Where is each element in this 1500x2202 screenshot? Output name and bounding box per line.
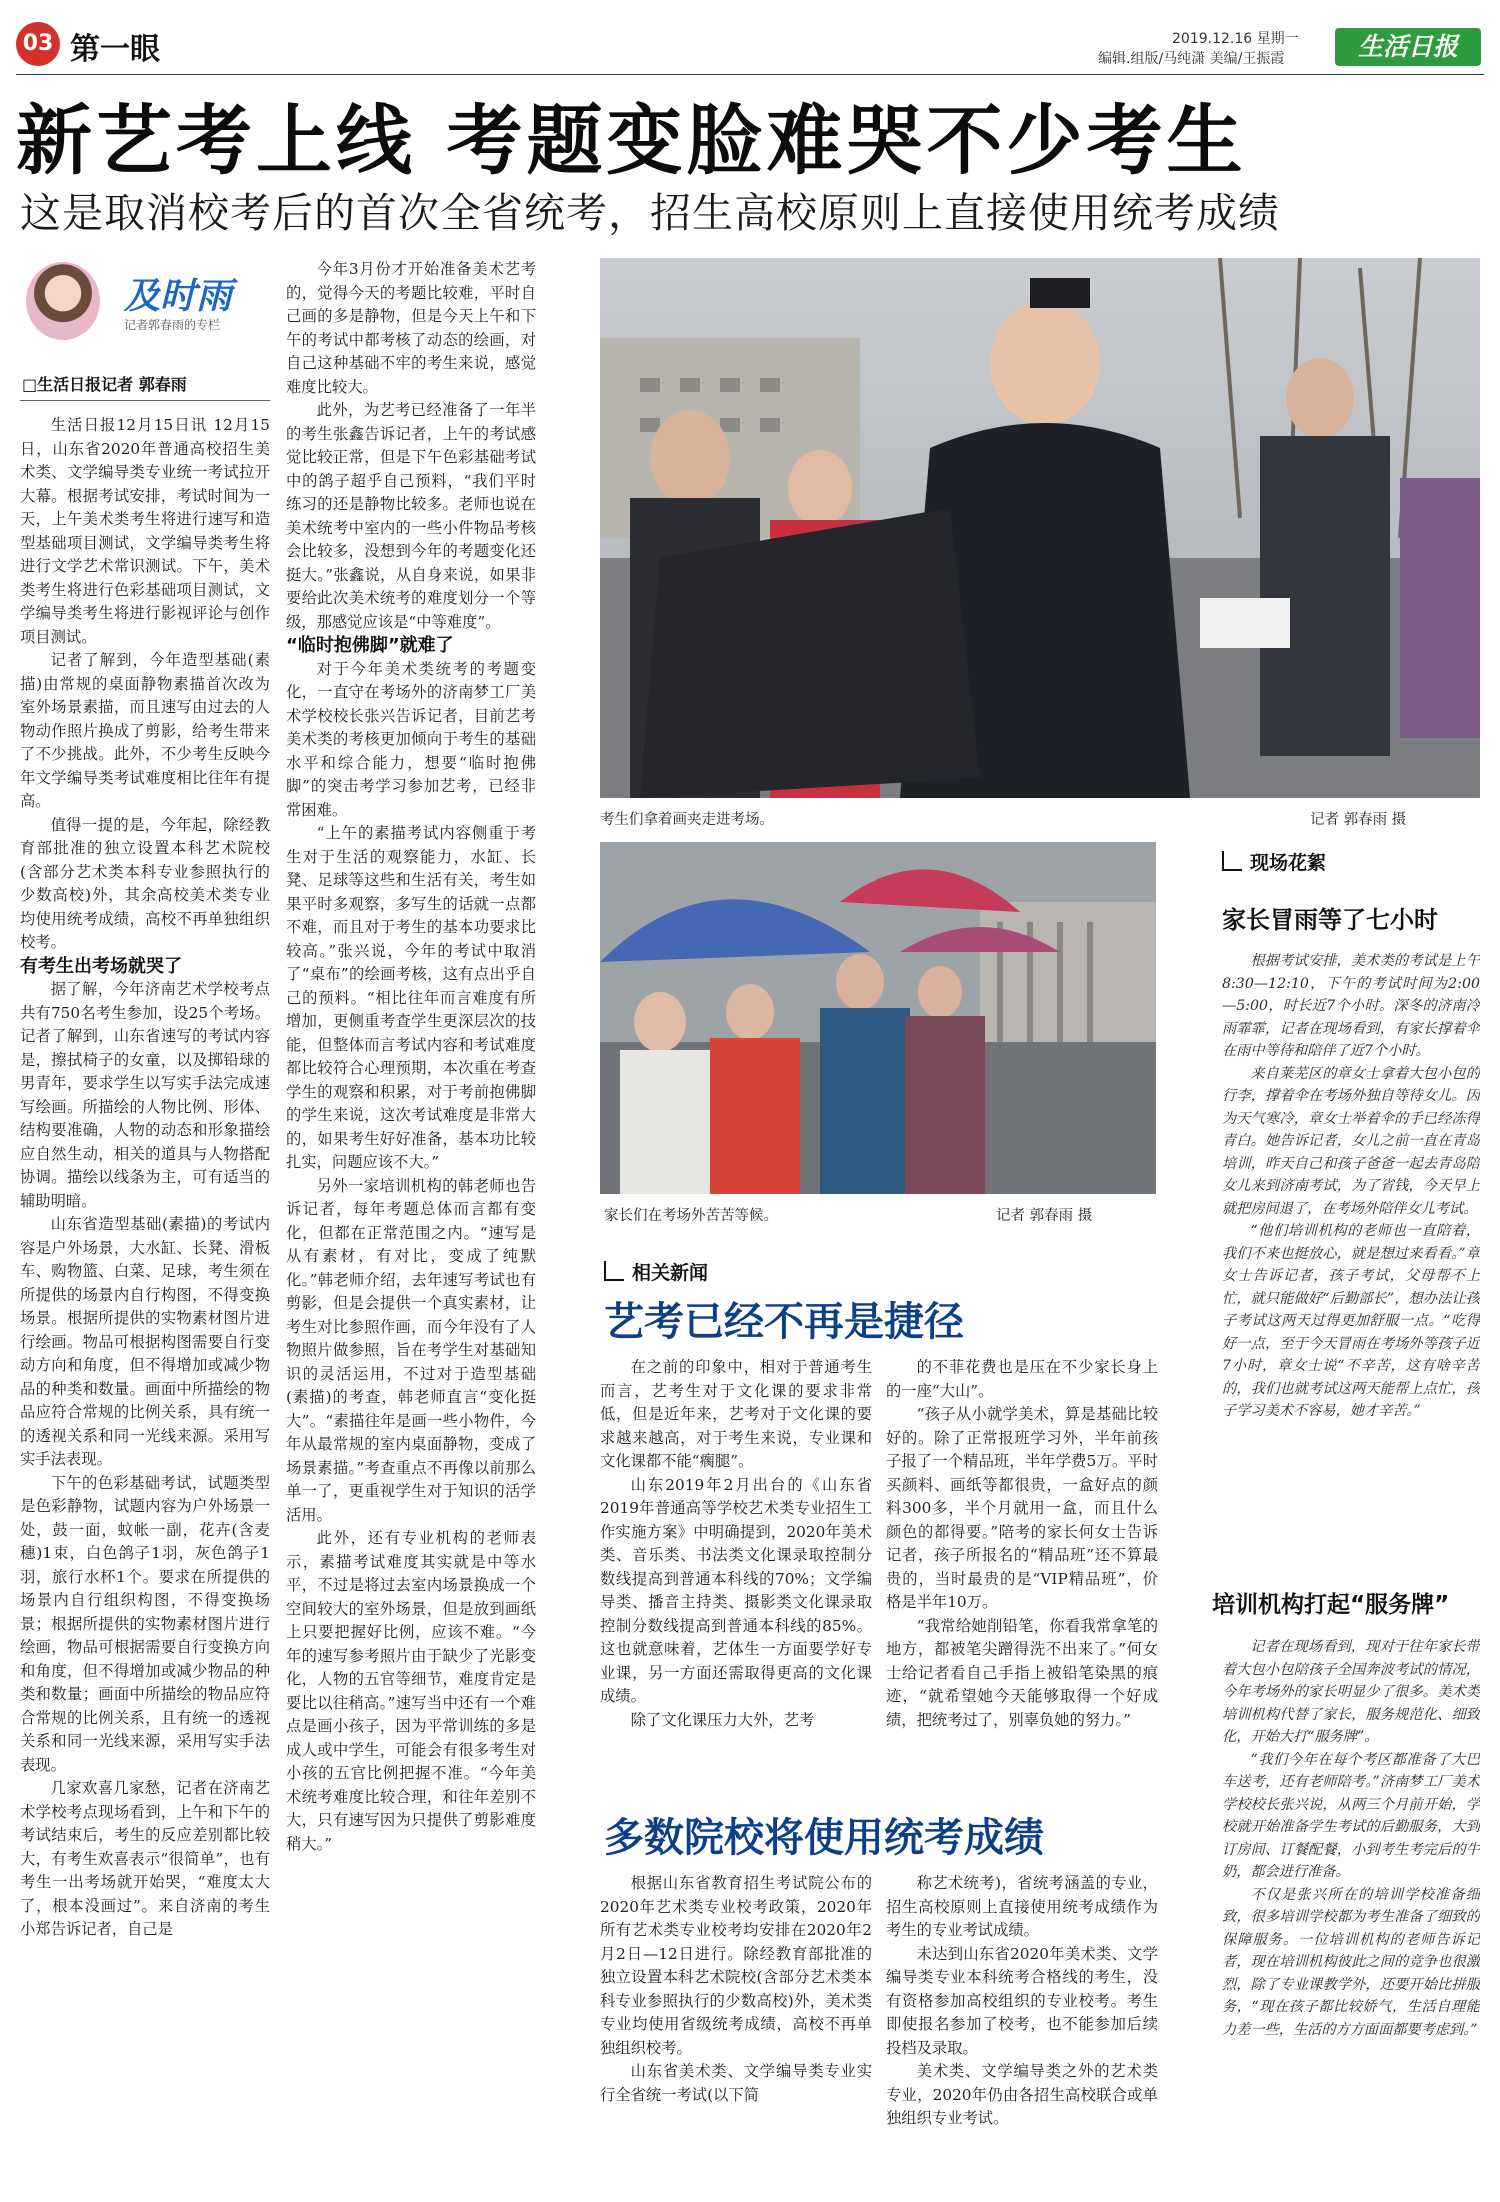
column-badge (20, 258, 270, 344)
related-column-a (600, 1356, 872, 1802)
col1-subhead: 有考生出考场就哭了 (20, 955, 182, 977)
photo-parents-waiting (600, 842, 1156, 1194)
related-para: 在之前的印象中，相对于普通考生而言，艺考生对于文化课的要求非常低，但是近年来，艺考对于文化课的要求越来越高，对于考生来说，专业课和文化课都不能“瘸腿”。 (600, 1358, 872, 1470)
sidebar-title-2: 培训机构打起“服务牌” (1212, 1592, 1450, 1618)
editors-line: 编辑.组版/马纯潇 美编/王振霞 (1098, 51, 1285, 67)
second-column-b (886, 1872, 1158, 2184)
col2-para: 此外，为艺考已经准备了一年半的考生张鑫告诉记者，上午的考试感觉比较正常，但是下午色彩基础考试中的鸽子超乎自己预料，“我们平时练习的还是静物比较多。老师也说在美术统考中室内的一些小件物品考核会比较多，没想到今年的考题变化还挺大。”张鑫说，从自身来说，如果非要给此次美术统考的难度划分一个等级，那感觉应该是“中等难度”。 (286, 401, 536, 631)
second-title: 多数院校将使用统考成绩 (604, 1815, 1044, 1861)
arrow-icon (604, 1261, 624, 1281)
column-badge-title: 及时雨 (124, 276, 233, 317)
related-para: 山东2019年2月出台的《山东省2019年普通高等学校艺术类专业招生工作实施方案》中明确提到，2020年美术类、音乐类、书法类文化课录取控制分数线提高到普通本科线的70%；文学编导类、播音主持类、摄影类文化课录取控制分数线提高到普通本科线的85%。这也就意味着，艺体生一方面要学好专业课，另一方面还需取得更高的文化课成绩。 (600, 1475, 872, 1705)
sidebar-label-text: 现场花絮 (1250, 852, 1327, 874)
col2-para: 此外，还有专业机构的老师表示，素描考试难度其实就是中等水平，不过是将过去室内场景换成一个空间较大的室外场景，但是放到画纸上只要把握好比例，应该不难。“今年的速写参考照片由于缺少了光影变化，人物的五官等细节，难度肯定是要比以往稍高。”速写当中还有一个难点是画小孩子，因为平常训练的多是成人或中学生，可能会有很多考生对小孩的五官比例把握不准。“今年美术统考难度比较合理，和往年差别不大，只有速写因为只提供了剪影难度稍大。” (286, 1529, 536, 1853)
second-column-a (600, 1872, 872, 2184)
col1-para: 记者了解到，今年造型基础(素描)由常规的桌面静物素描首次改为室外场景素描，而且速写由过去的人物动作照片换成了剪影，给考生带来了不少挑战。此外，不少考生反映今年文学编导类考试难度相比往年有提高。 (20, 651, 270, 810)
subheadline: 这是取消校考后的首次全省统考，招生高校原则上直接使用统考成绩 (20, 189, 1280, 237)
column-badge-subtitle: 记者郭春雨的专栏 (124, 318, 221, 332)
section-title: 第一眼 (70, 32, 160, 67)
photo2-credit: 记者 郭春雨 摄 (996, 1208, 1093, 1224)
sidebar-para: 来自莱芜区的章女士拿着大包小包的行李，撑着伞在考场外独自等待女儿。因为天气寒冷，章女士举着伞的手已经冻得青白。她告诉记者，女儿之前一直在青岛培训，昨天自己和孩子爸爸一起去青岛陪女儿来到济南考试，为了省钱，今天早上就把房间退了，在考场外陪伴女儿考试。 (1222, 1065, 1480, 1217)
photo-students-entering-image (600, 258, 1480, 798)
related-para: 的不菲花费也是压在不少家长身上的一座“大山”。 (886, 1358, 1158, 1400)
related-label-text: 相关新闻 (632, 1262, 709, 1284)
sidebar-column-1 (1222, 950, 1480, 1570)
sidebar-para: 记者在现场看到，现对于往年家长带着大包小包陪孩子全国奔波考试的情况，今年考场外的家长明显少了很多。美术类培训机构代替了家长，服务规范化、细致化，开始大打“服务牌”。 (1222, 1639, 1480, 1745)
sidebar-para: 不仅是张兴所在的培训学校准备细致，很多培训学校都为考生准备了细致的保障服务。一位培训机构的老师告诉记者，现在培训机构彼此之间的竞争也很激烈，除了专业课教学外，还要开始比拼服务，“现在孩子都比较娇气，生活自理能力差一些，生活的方方面面都要考虑到。” (1222, 1886, 1480, 2038)
page-number-badge: 03 (16, 22, 60, 66)
sidebar-column-2 (1222, 1636, 1480, 2184)
related-para: “孩子从小就学美术，算是基础比较好的。除了正常报班学习外，半年前孩子报了一个精品班，半年学费5万。平时买颜料、画纸等都很贵，一盒好点的颜料300多，半个月就用一盒，而且什么颜色的都得要。”陪考的家长何女士告诉记者，孩子所报名的“精品班”还不算最贵的，当时最贵的是“VIP精品班”，价格是半年10万。 (886, 1405, 1158, 1611)
avatar (26, 262, 100, 340)
second-para: 美术类、文学编导类之外的艺术类专业，2020年仍由各招生高校联合或单独组织专业考试。 (886, 2062, 1158, 2127)
sidebar-para: 根据考试安排，美术类的考试是上午8:30—12:10，下午的考试时间为2:00—5:00，时长近7个小时。深冬的济南冷雨霏霏，记者在现场看到，有家长撑着伞在雨中等待和陪伴了近7个小时。 (1222, 953, 1480, 1059)
article-column-1 (20, 414, 270, 2184)
col2-para: 另外一家培训机构的韩老师也告诉记者，每年考题总体而言都有变化，但都在正常范围之内。“速写是从有素材，有对比，变成了纯默化。”韩老师介绍，去年速写考试也有剪影，但是会提供一个真实素材，让考生对比参照作画，而今年没有了人物照片做参照，旨在考学生对基础知识的灵活运用，不过对于造型基础(素描)的考查，韩老师直言“变化挺大”。“素描往年是画一些小物件，今年从最常规的室内桌面静物，变成了场景素描。”考查重点不再像以前那么单一了，更重视学生对于知识的活学活用。 (286, 1176, 536, 1524)
related-label (604, 1258, 708, 1285)
second-para: 称艺术统考)，省统考涵盖的专业，招生高校原则上直接使用统考成绩作为考生的专业考试成绩。 (886, 1874, 1158, 1939)
sidebar-title-1: 家长冒雨等了七小时 (1222, 906, 1438, 934)
byline: □生活日报记者 郭春雨 (22, 375, 187, 394)
col2-para: 今年3月份才开始准备美术艺考的，觉得今天的考题比较难，平时自己画的多是静物，但是今天上午和下午的考试中都考核了动态的绘画，对自己这种基础不牢的考生来说，感觉难度比较大。 (286, 260, 536, 396)
masthead-rule (16, 74, 1484, 75)
related-title: 艺考已经不再是捷径 (604, 1299, 964, 1345)
date-line: 2019.12.16 星期一 (1172, 31, 1299, 47)
sidebar-para: “他们培训机构的老师也一直陪着，我们不来也挺放心，就是想过来看看。”章女士告诉记者，孩子考试，父母帮不上忙，就只能做好“后勤部长”，想办法让孩子考试这两天过得更加舒服一点。“吃得好一点，至于今天冒雨在考场外等孩子近7小时，章女士说“不辛苦，这有啥辛苦的，我们也就考试这两天能帮上点忙，孩子学习美术不容易，她才辛苦。” (1222, 1223, 1480, 1419)
photo-students-entering (600, 258, 1480, 798)
col1-para: 据了解，今年济南艺术学校考点共有750名考生参加，设25个考场。记者了解到，山东省速写的考试内容是，擦拭椅子的女童，以及掷铅球的男青年，要求学生以写实手法完成速写绘画。所描绘的人物比例、形体、结构要准确，人物的动态和形象描绘应自然生动，相关的道具与人物搭配协调。描绘以线条为主，可有适当的辅助明暗。 (20, 980, 270, 1210)
arrow-icon (1222, 851, 1242, 871)
sidebar-para: “我们今年在每个考区都准备了大巴车送考，还有老师陪考。”济南梦工厂美术学校校长张兴说，从两三个月前开始，学校就开始准备学生考试的后勤服务，大到订房间、订餐配餐，小到考生考完后的牛奶，都会进行准备。 (1222, 1751, 1480, 1880)
related-column-b (886, 1356, 1158, 1802)
photo-parents-waiting-image (600, 842, 1156, 1194)
article-column-2 (286, 258, 536, 2184)
second-para: 根据山东省教育招生考试院公布的2020年艺术类专业校考政策，2020年所有艺术类专业校考均安排在2020年2月2日—12日进行。除经教育部批准的独立设置本科艺术院校(含部分艺术类本科专业参照执行的少数高校)外，美术类专业均使用省级统考成绩，高校不再单独组织校考。 (600, 1874, 872, 2057)
col2-subhead: “临时抱佛脚”就难了 (286, 635, 454, 656)
col1-para: 几家欢喜几家愁，记者在济南艺术学校考点现场看到，上午和下午的考试结束后，考生的反应差别都比较大，有考生欢喜表示“很简单”，也有考生一出考场就开始哭，“难度太大了，根本没画过”。来自济南的考生小郑告诉记者，自己是 (20, 1779, 270, 1938)
sidebar-label (1222, 848, 1326, 875)
photo2-caption: 家长们在考场外苦苦等候。 (604, 1208, 778, 1224)
col1-para: 生活日报12月15日讯 12月15日，山东省2020年普通高校招生美术类、文学编导类专业统一考试拉开大幕。根据考试安排，考试时间为一天，上午美术类考生将进行速写和造型基础项目测试，文学编导类考生将进行文学艺术常识测试。下午，美术类考生将进行色彩基础项目测试，文学编导类考生将进行影视评论与创作项目测试。 (20, 416, 270, 646)
masthead-logo: 生活日报 (1335, 28, 1481, 66)
photo1-caption: 考生们拿着画夹走进考场。 (600, 812, 774, 828)
second-para: 未达到山东省2020年美术类、文学编导类专业本科统考合格线的考生，没有资格参加高校组织的专业校考。考生即使报名参加了校考，也不能参加后续投档及录取。 (886, 1944, 1158, 2057)
col1-para: 下午的色彩基础考试，试题类型是色彩静物，试题内容为户外场景一处，鼓一面，蚊帐一副，花卉(含麦穗)1束，白色鸽子1羽，灰色鸽子1羽，旅行水杯1个。要求在所提供的场景内自行组织构图，不得变换场景；根据所提供的实物素材图片进行绘画，物品可根据需要自行变换方向和角度，但不得增加或减少物品的种类和数量；画面中所描绘的物品应符合常规的比例关系，且有统一的透视关系和同一光线来源，采用写实手法表现。 (20, 1473, 270, 1774)
photo1-credit: 记者 郭春雨 摄 (1310, 812, 1407, 828)
col1-para: 山东省造型基础(素描)的考试内容是户外场景，大水缸、长凳、滑板车、购物篮、白菜、足球，考生须在所提供的场景内自行构图，不得变换场景。根据所提供的实物素材图片进行绘画。物品可根据构图需要自行变动方向和角度，但不得增加或减少物品的种类和数量。画面中所描绘的物品应符合常规的比例关系，具有统一的透视关系和同一光线来源。采用写实手法表现。 (20, 1215, 270, 1468)
col2-para: 对于今年美术类统考的考题变化，一直守在考场外的济南梦工厂美术学校校长张兴告诉记者，目前艺考美术类的考核更加倾向于考生的基础水平和综合能力，想要“临时抱佛脚”的突击考学习参加艺考，已经非常困难。 (286, 659, 536, 819)
byline-rule (20, 400, 270, 401)
headline: 新艺考上线 考题变脸难哭不少考生 (16, 96, 1247, 185)
related-para: 除了文化课压力大外，艺考 (630, 1710, 815, 1729)
second-para: 山东省美术类、文学编导类专业实行全省统一考试(以下简 (600, 2062, 872, 2104)
col2-para: “上午的素描考试内容侧重于考生对于生活的观察能力，水缸、长凳、足球等这些和生活有关，考生如果平时多观察，多写生的话就一点都不难，而且对于考生的基本功要求比较高。”张兴说，今年的考试中取消了“桌布”的绘画考核，这有点出乎自己的预料。“相比往年而言难度有所增加，更侧重考查学生更深层次的技能，但整体而言考试内容和考试难度都比较符合心理预期，本次重在考查学生的观察和积累，对于考前抱佛脚的学生来说，这次考试难度是非常大的，如果考生好好准备，基本功比较扎实，问题应该不大。” (286, 824, 536, 1171)
related-para: “我常给她削铅笔，你看我常拿笔的地方，都被笔尖蹭得洗不出来了。”何女士给记者看自己手指上被铅笔染黑的痕迹，“就希望她今天能够取得一个好成绩，把统考过了，别辜负她的努力。” (886, 1616, 1158, 1729)
col1-para: 值得一提的是，今年起，除经教育部批准的独立设置本科艺术院校(含部分艺术类本科专业参照执行的少数高校)外，其余高校美术类专业均使用统考成绩，高校不再单独组织校考。 (20, 815, 270, 951)
